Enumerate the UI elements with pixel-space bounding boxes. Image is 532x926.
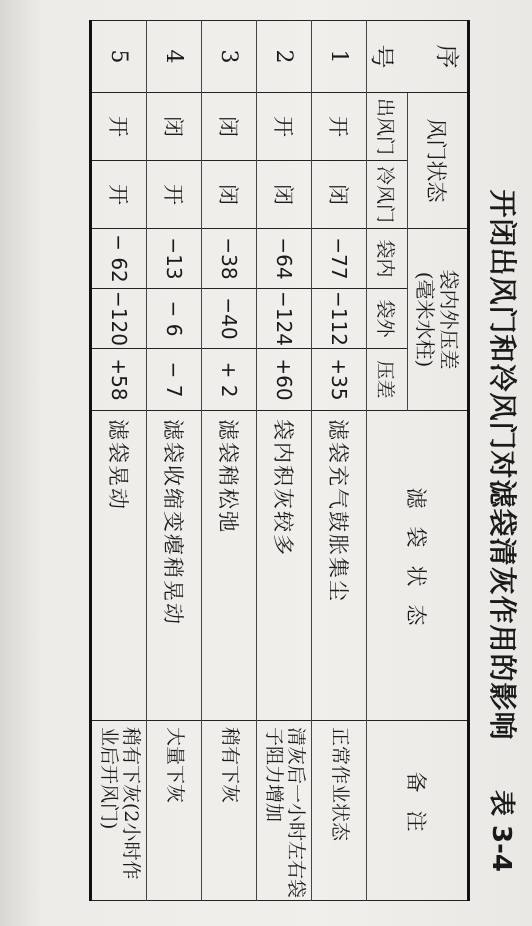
table-title: 开闭出风门和冷风门对滤袋清灰作用的影响 (486, 189, 519, 741)
header-outlet-door: 出风门 (367, 93, 408, 161)
table-row: 2 开 闭 −64 −124 +60 袋内积灰较多 清灰后一小时左右袋子阻力增加 (257, 21, 312, 901)
header-row (407, 21, 468, 901)
table-number: 表 3-4 (486, 790, 516, 873)
header-seq: 序 号 (367, 21, 469, 93)
header-inside: 袋内 (367, 229, 408, 289)
header-notes: 备注 (367, 721, 469, 901)
header-diff: 压差 (367, 349, 408, 411)
header-outside: 袋外 (367, 289, 408, 349)
header-pressure: 袋内外压差 (毫米水柱) (407, 229, 468, 411)
header-bag-state: 滤袋状态 (367, 411, 469, 721)
table-row: 5 开 开 − 62 −120 +58 滤袋晃动 稍有下灰(2小时作业后开风门) (91, 21, 147, 901)
table-row: 1 开 闭 −77 −112 +35 滤袋充气鼓胀集尘 正常作业状态 (312, 21, 367, 901)
table-row: 4 闭 开 −13 − 6 − 7 滤袋收缩变瘪稍晃动 大量下灰 (147, 21, 202, 901)
header-cold-door: 冷风门 (367, 161, 408, 229)
data-table (89, 20, 470, 901)
table-row: 3 闭 闭 −38 −40 + 2 滤袋稍松弛 稍有下灰 (202, 21, 257, 901)
header-door-state: 风门状态 (407, 93, 468, 229)
